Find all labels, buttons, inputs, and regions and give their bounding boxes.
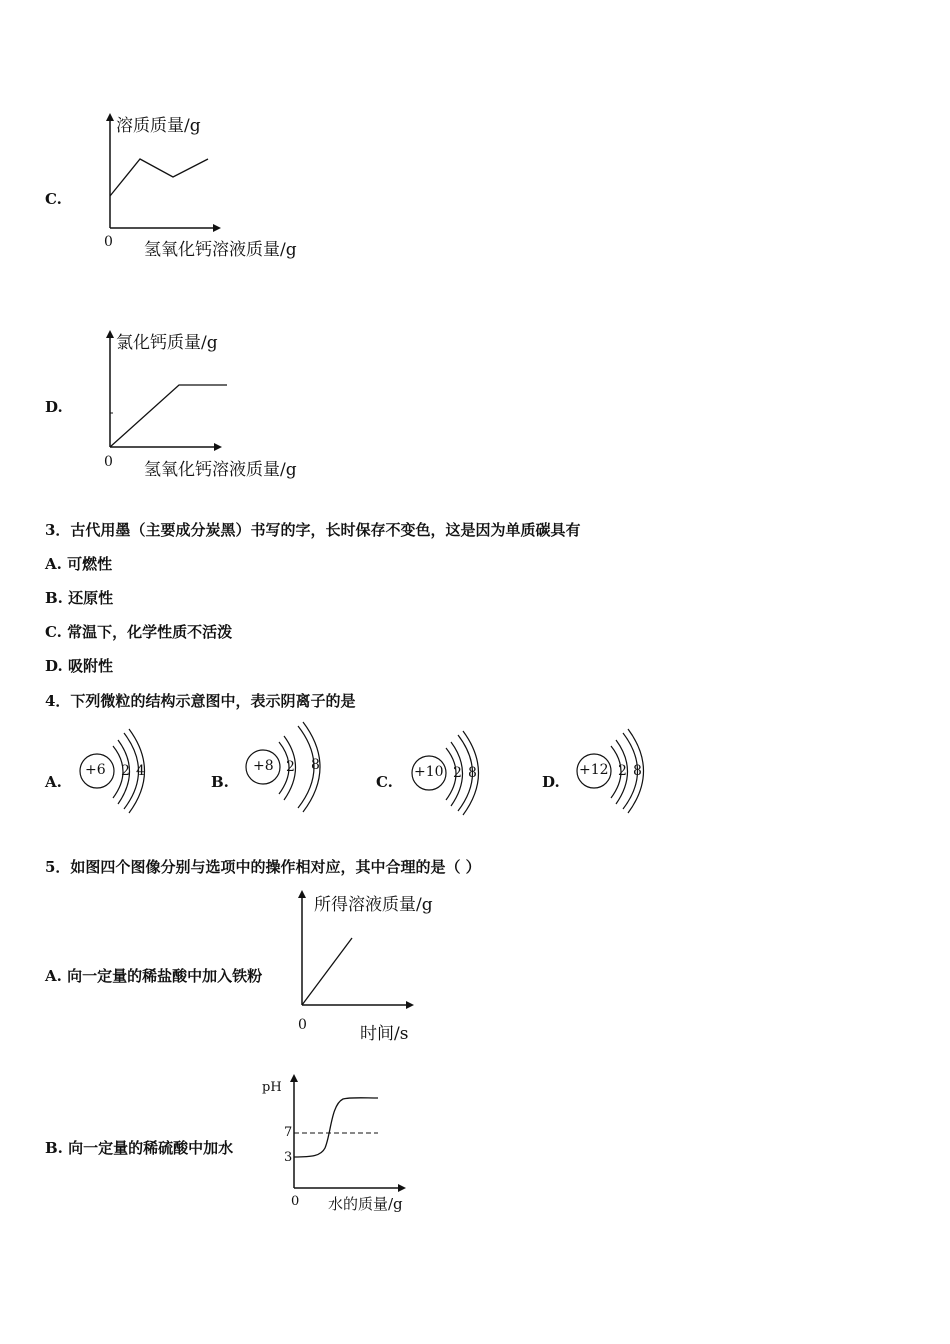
q4-option-a-letter: A.: [45, 773, 62, 791]
graph-c-ylabel: 溶质质量/g: [116, 116, 201, 136]
q3-option-c-letter: C.: [45, 623, 62, 641]
q5-option-b-text: 向一定量的稀硫酸中加水: [68, 1139, 234, 1157]
q5-option-b-letter: B.: [45, 1139, 63, 1157]
q4-stem: 4．下列微粒的结构示意图中，表示阴离子的是: [45, 692, 356, 710]
q5-option-a-text: 向一定量的稀盐酸中加入铁粉: [67, 967, 263, 985]
q4-option-d-letter: D.: [542, 773, 560, 791]
q4-option-b-nucleus: +8: [253, 758, 274, 774]
q5-stem: 5．如图四个图像分别与选项中的操作相对应，其中合理的是（ ）: [45, 858, 481, 876]
q4-option-d-nucleus: +12: [579, 762, 609, 778]
q4-option-c-shell-2: 8: [468, 765, 477, 781]
q3-option-a-letter: A.: [45, 555, 62, 573]
q3-option-d-letter: D.: [45, 657, 63, 675]
q4-option-c-letter: C.: [376, 773, 393, 791]
graph-c-origin: 0: [104, 234, 113, 250]
graph-d-origin: 0: [104, 454, 113, 470]
graph-d-xlabel: 氢氧化钙溶液质量/g: [144, 460, 297, 480]
graph-a-xlabel: 时间/s: [360, 1024, 409, 1044]
q4-option-b-shell-1: 2: [286, 759, 295, 775]
option-letter-c: C.: [45, 190, 62, 208]
q4-option-a-shell-1: 2: [121, 763, 130, 779]
q4-option-b-shell-2: 8: [311, 757, 320, 773]
q3-stem: 3．古代用墨（主要成分炭黑）书写的字，长时保存不变色，这是因为单质碳具有: [45, 521, 581, 539]
q4-option-a-nucleus: +6: [85, 762, 106, 778]
graph-b-xlabel: 水的质量/g: [328, 1195, 403, 1213]
q5-option-a-letter: A.: [45, 967, 62, 985]
graph-a-origin: 0: [298, 1017, 307, 1033]
graph-a-ylabel: 所得溶液质量/g: [314, 895, 433, 915]
q3-option-a-text: 可燃性: [67, 555, 113, 573]
q4-option-d-shell-2: 8: [633, 763, 642, 779]
graph-b-ytick-3: 3: [284, 1150, 293, 1165]
q4-option-c-shell-1: 2: [453, 765, 462, 781]
q4-option-d-shell-1: 2: [618, 763, 627, 779]
q3-option-d-text: 吸附性: [67, 657, 113, 675]
graph-c-xlabel: 氢氧化钙溶液质量/g: [144, 240, 297, 260]
option-letter-d: D.: [45, 398, 63, 416]
q4-option-c-nucleus: +10: [414, 764, 444, 780]
graph-b-series-line: [294, 1098, 378, 1157]
q3-option-b-letter: B.: [45, 589, 63, 607]
q3-option-c-text: 常温下，化学性质不活泼: [67, 623, 233, 641]
q3-option-b-text: 还原性: [68, 589, 114, 607]
graph-b-origin: 0: [291, 1194, 300, 1209]
graph-b-ylabel: pH: [262, 1080, 282, 1095]
graph-b-ytick-7: 7: [284, 1125, 293, 1140]
q4-option-b-letter: B.: [211, 773, 229, 791]
graph-d-ylabel: 氯化钙质量/g: [116, 333, 218, 353]
q4-option-a-shell-2: 4: [136, 763, 145, 779]
